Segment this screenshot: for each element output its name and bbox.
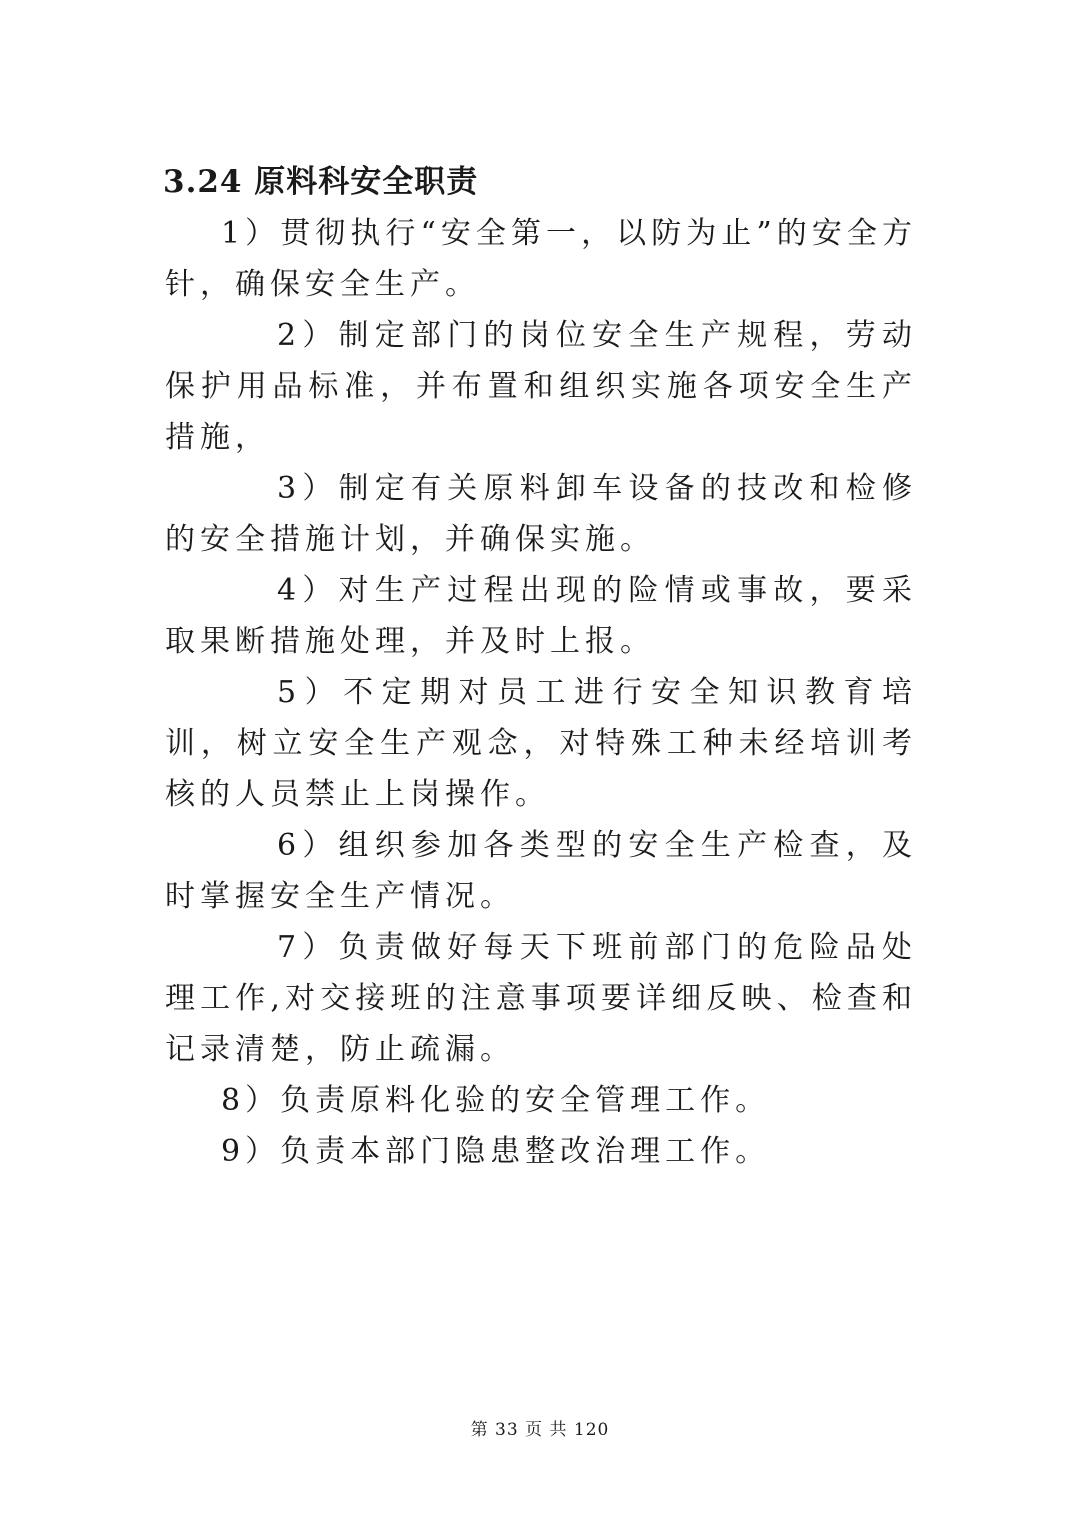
list-item: 9）负责本部门隐患整改治理工作。 bbox=[221, 1134, 771, 1169]
list-item: 2）制定部门的岗位安全生产规程，劳动保护用品标准，并布置和组织实施各项安全生产措施， bbox=[165, 318, 917, 455]
list-item: 5）不定期对员工进行安全知识教育培训，树立安全生产观念，对特殊工种未经培训考核的人员禁止上岗操作。 bbox=[165, 675, 917, 812]
list-item: 3）制定有关原料卸车设备的技改和检修的安全措施计划，并确保实施。 bbox=[165, 471, 917, 557]
page-number-footer: 第 33 页 共 120 bbox=[470, 1420, 610, 1440]
list-item: 6）组织参加各类型的安全生产检查，及时掌握安全生产情况。 bbox=[165, 828, 917, 914]
list-item: 4）对生产过程出现的险情或事故，要采取果断措施处理，并及时上报。 bbox=[165, 573, 917, 659]
section-heading: 3.24 原料科安全职责 bbox=[163, 164, 479, 200]
responsibility-list bbox=[165, 208, 917, 1177]
list-item: 1）贯彻执行“安全第一，以防为止”的安全方针，确保安全生产。 bbox=[165, 216, 917, 302]
list-item: 7）负责做好每天下班前部门的危险品处理工作,对交接班的注意事项要详细反映、检查和记录清楚，防止疏漏。 bbox=[165, 930, 917, 1067]
list-item: 8）负责原料化验的安全管理工作。 bbox=[221, 1083, 771, 1118]
